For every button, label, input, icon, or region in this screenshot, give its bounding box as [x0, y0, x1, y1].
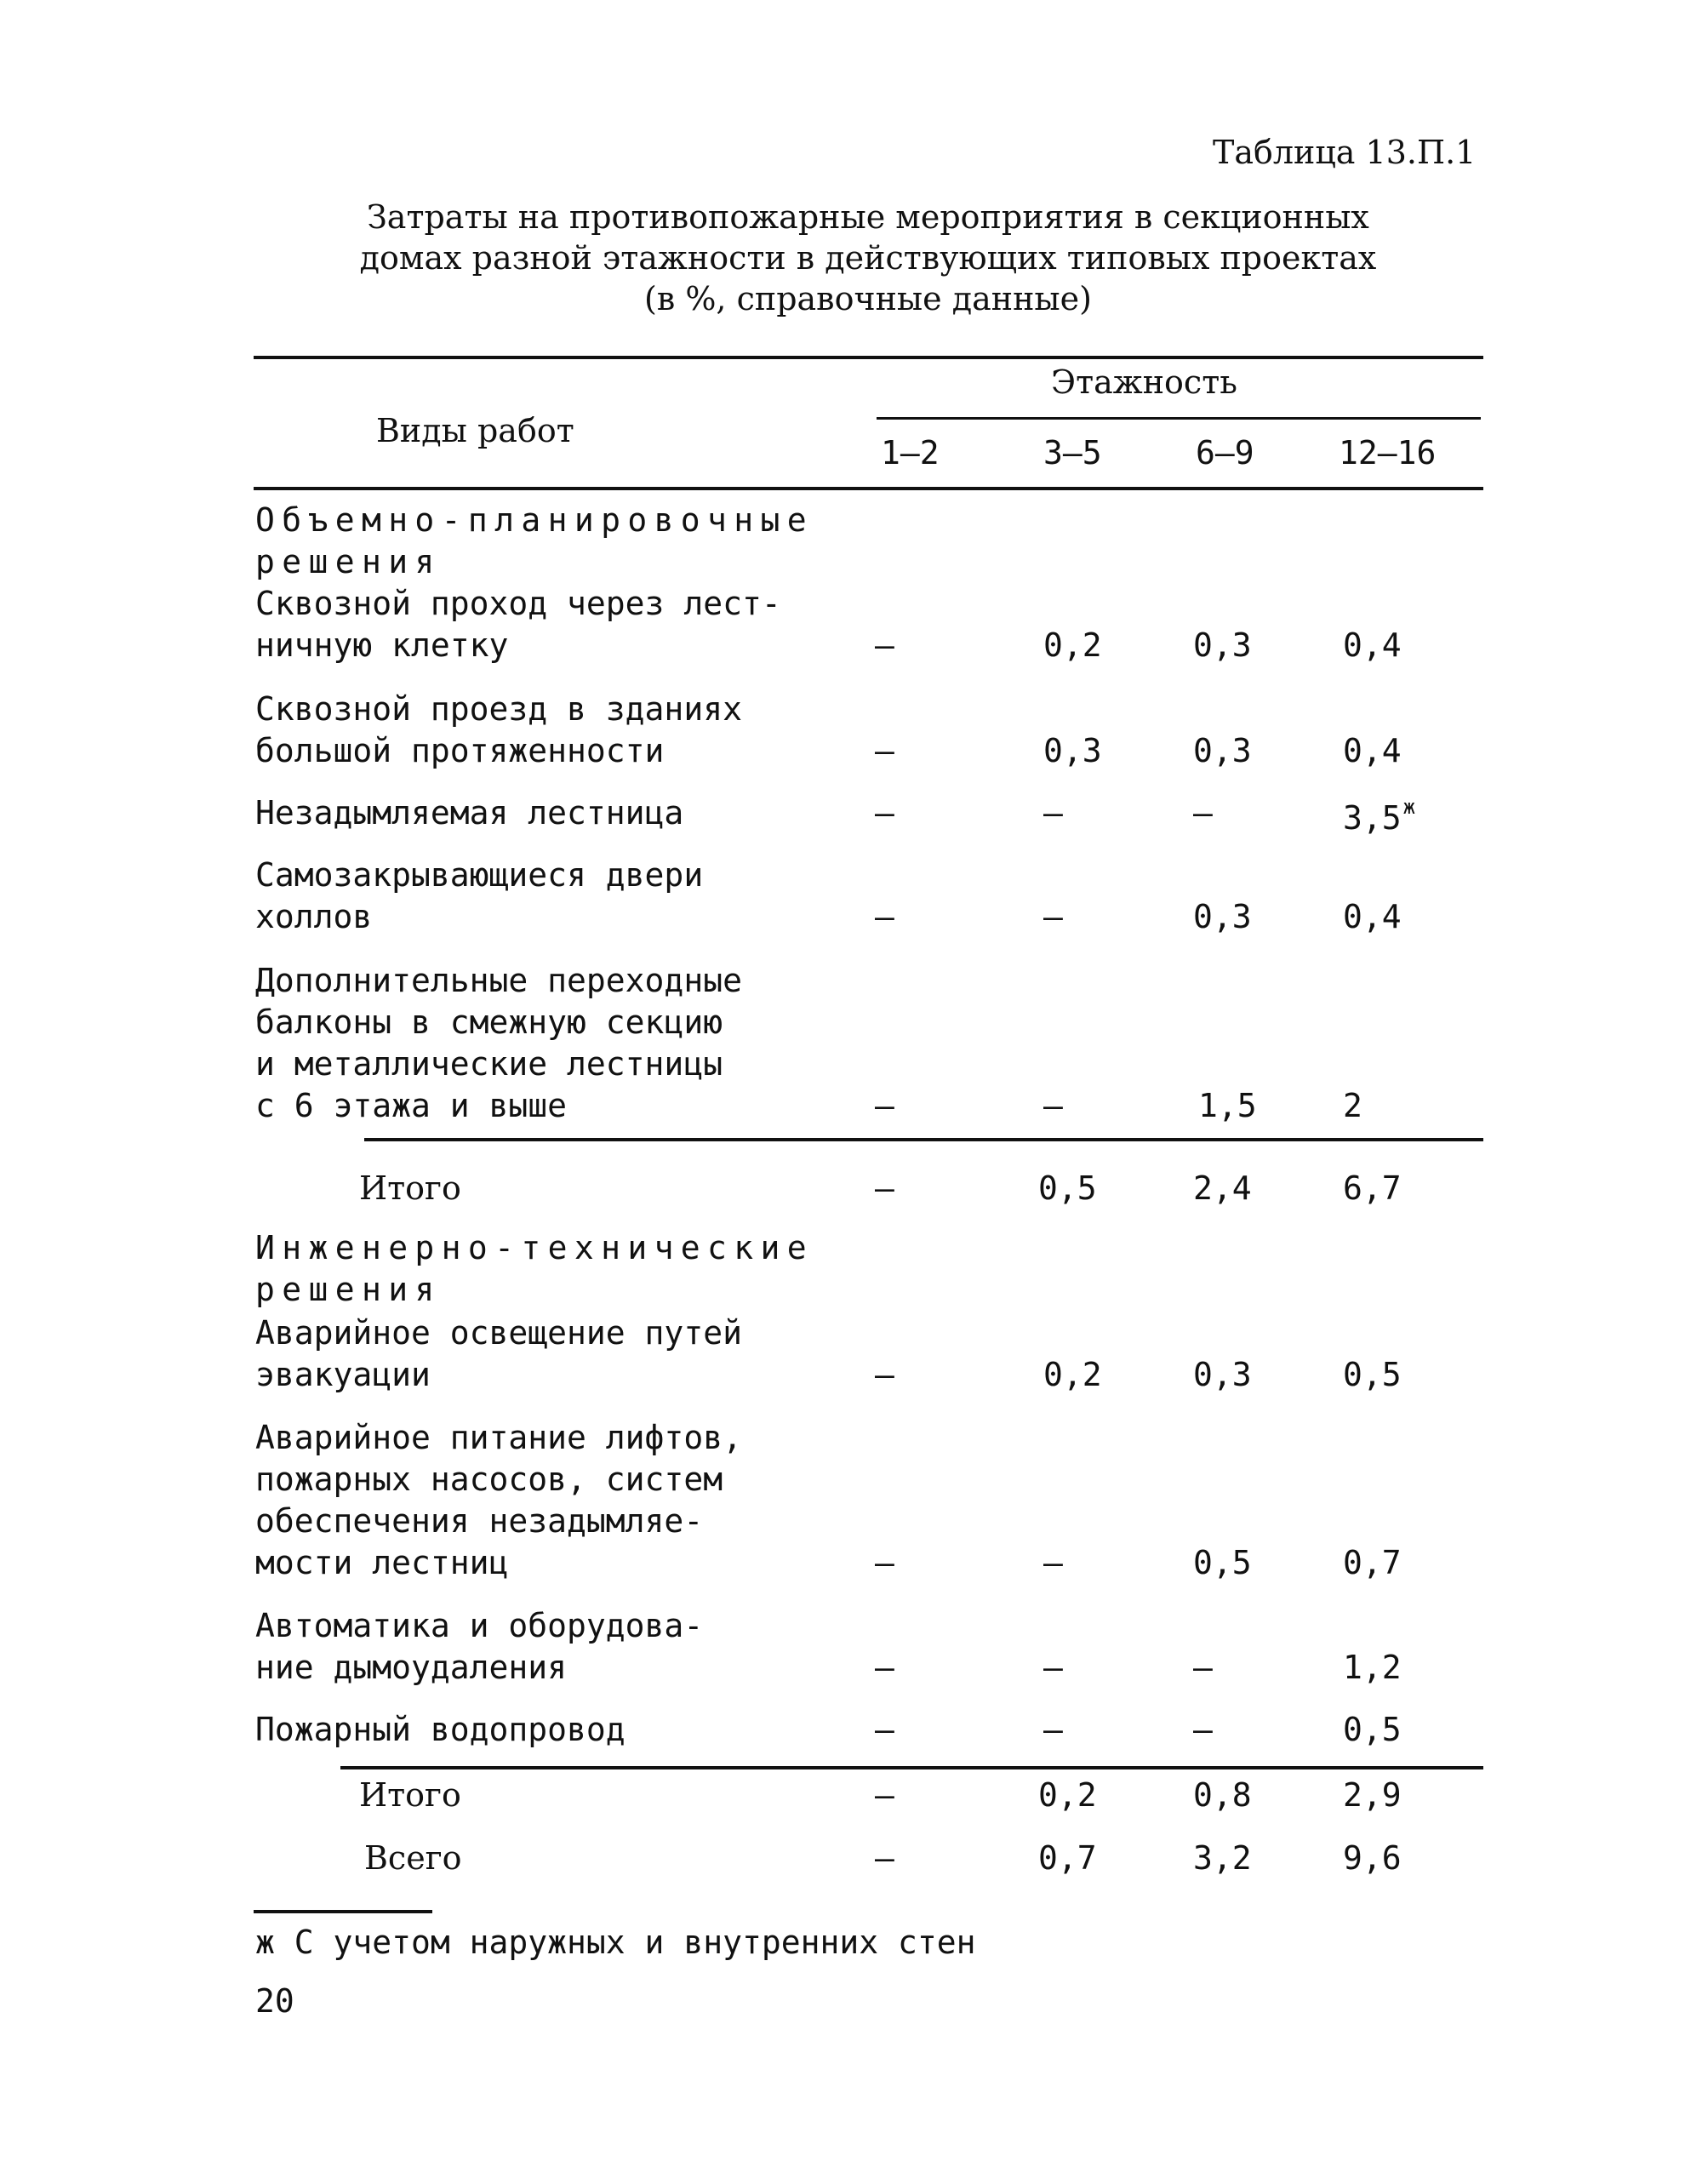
row-label: ние дымоудаления	[255, 1649, 568, 1686]
cell-value: 0,4	[1343, 732, 1402, 769]
cell-value: –	[875, 898, 894, 935]
footnote-rule	[254, 1910, 432, 1913]
cell-value: –	[1193, 794, 1213, 832]
caption-line-2: домах разной этажности в действующих типовых проектах	[359, 239, 1377, 277]
cell-value: 0,4	[1343, 898, 1402, 935]
cell-value: 0,2	[1043, 626, 1102, 664]
row-label: пожарных насосов, систем	[255, 1461, 723, 1498]
row-label: большой протяженности	[255, 732, 665, 769]
cell-value: –	[875, 1649, 894, 1686]
row-label: и металлические лестницы	[255, 1045, 723, 1083]
header-mid-rule	[877, 417, 1481, 420]
cell-value: 3,5	[1343, 799, 1402, 837]
cell-value: –	[875, 1544, 894, 1581]
section2-total-rule	[340, 1766, 1483, 1769]
row-label: мости лестниц	[255, 1544, 509, 1581]
cell-value: 1,5	[1198, 1087, 1257, 1124]
cell-value: 0,7	[1343, 1544, 1402, 1581]
cell-value: –	[1043, 1087, 1063, 1124]
header-col-1: 1–2	[881, 434, 940, 472]
cell-value: 0,3	[1193, 1356, 1252, 1393]
row-label: обеспечения незадымляе-	[255, 1502, 704, 1540]
row-label: Самозакрывающиеся двери	[255, 856, 704, 894]
grand-total-value: 0,7	[1038, 1839, 1097, 1877]
section2-total-label: Итого	[359, 1776, 461, 1814]
cell-value: 0,3	[1043, 732, 1102, 769]
footnote-mark: ж	[1402, 795, 1416, 819]
section1-total-label: Итого	[359, 1169, 461, 1207]
total-value: –	[875, 1169, 894, 1207]
cell-value: 0,3	[1193, 626, 1252, 664]
cell-value: –	[875, 626, 894, 664]
cell-value: 0,3	[1193, 898, 1252, 935]
cell-value: –	[1193, 1711, 1213, 1748]
row-label: Аварийное питание лифтов,	[255, 1419, 742, 1456]
footnote-text: ж С учетом наружных и внутренних стен	[255, 1924, 976, 1961]
header-bottom-rule	[254, 487, 1483, 490]
cell-value: 0,5	[1343, 1356, 1402, 1393]
grand-total-value: 3,2	[1193, 1839, 1252, 1877]
total-value: 0,2	[1038, 1776, 1097, 1814]
cell-value: –	[875, 1711, 894, 1748]
header-work-types: Виды работ	[376, 412, 574, 449]
cell-value: –	[1043, 1649, 1063, 1686]
cell-value: 0,5	[1193, 1544, 1252, 1581]
row-label: ничную клетку	[255, 626, 509, 664]
row-label: эвакуации	[255, 1356, 431, 1393]
caption-line-3: (в %, справочные данные)	[644, 280, 1092, 317]
cell-value: –	[1043, 1544, 1063, 1581]
grand-total-label: Всего	[364, 1839, 462, 1877]
row-label: Аварийное освещение путей	[255, 1314, 742, 1352]
header-floors: Этажность	[1051, 363, 1237, 401]
header-col-3: 6–9	[1196, 434, 1254, 472]
cell-value: 2	[1343, 1087, 1362, 1124]
grand-total-value: 9,6	[1343, 1839, 1402, 1877]
cell-value: 0,5	[1343, 1711, 1402, 1748]
header-col-2: 3–5	[1043, 434, 1102, 472]
cell-value: –	[875, 1087, 894, 1124]
row-label: Дополнительные переходные	[255, 962, 742, 999]
cell-value: –	[875, 1356, 894, 1393]
row-label: Сквозной проезд в зданиях	[255, 690, 742, 728]
caption-line-1: Затраты на противопожарные мероприятия в секционных	[367, 198, 1369, 236]
cell-value: –	[1193, 1649, 1213, 1686]
total-value: –	[875, 1776, 894, 1814]
row-label: балконы в смежную секцию	[255, 1003, 723, 1041]
cell-value: –	[1043, 1711, 1063, 1748]
cell-value: 0,4	[1343, 626, 1402, 664]
table-top-rule	[254, 356, 1483, 359]
section2-title-line1: Инженерно-технические	[255, 1229, 814, 1266]
section2-title-line2: решения	[255, 1271, 442, 1308]
page-number: 20	[255, 1982, 294, 2020]
section1-title-line2: решения	[255, 543, 442, 580]
total-value: 0,8	[1193, 1776, 1252, 1814]
row-label: Автоматика и оборудова-	[255, 1607, 704, 1644]
section1-title-line1: Объемно-планировочные	[255, 501, 814, 539]
cell-value: –	[1043, 898, 1063, 935]
cell-value-with-footnote	[1343, 795, 1416, 837]
total-value: 6,7	[1343, 1169, 1402, 1207]
row-label: Пожарный водопровод	[255, 1711, 626, 1748]
cell-value: 1,2	[1343, 1649, 1402, 1686]
grand-total-value: –	[875, 1839, 894, 1877]
cell-value: –	[875, 732, 894, 769]
row-label: Незадымляемая лестница	[255, 794, 684, 832]
row-label: Сквозной проход через лест-	[255, 585, 781, 622]
total-value: 2,9	[1343, 1776, 1402, 1814]
row-label: холлов	[255, 898, 373, 935]
cell-value: 0,2	[1043, 1356, 1102, 1393]
row-label: с 6 этажа и выше	[255, 1087, 568, 1124]
cell-value: –	[1043, 794, 1063, 832]
table-number: Таблица 13.П.1	[1213, 134, 1477, 171]
section1-total-rule	[364, 1138, 1483, 1141]
cell-value: 0,3	[1193, 732, 1252, 769]
total-value: 0,5	[1038, 1169, 1097, 1207]
cell-value: –	[875, 794, 894, 832]
total-value: 2,4	[1193, 1169, 1252, 1207]
header-col-4: 12–16	[1339, 434, 1437, 472]
